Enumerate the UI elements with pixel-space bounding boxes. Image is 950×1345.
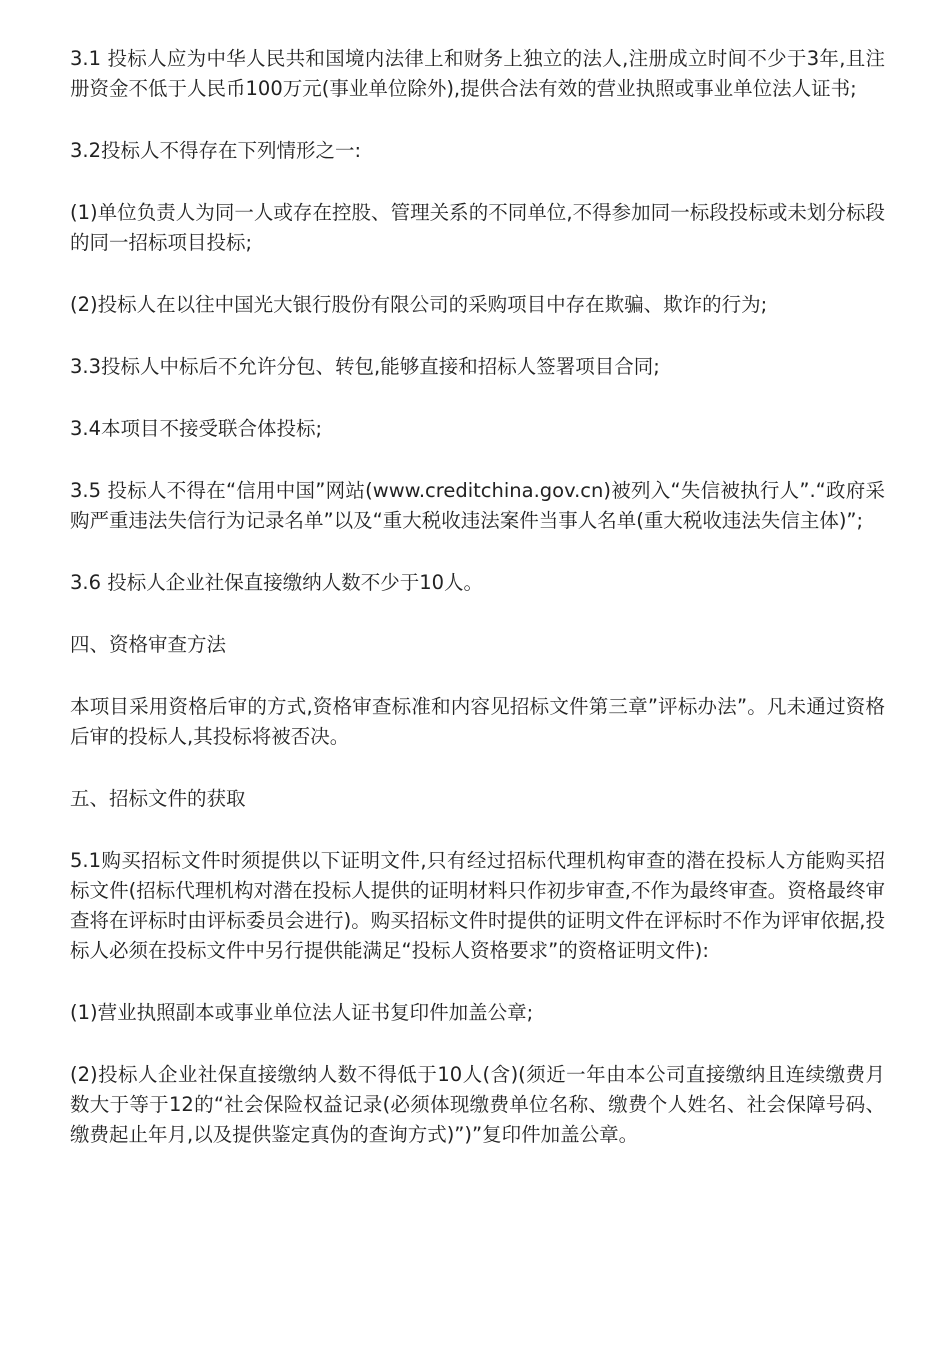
paragraph-5-1: 5.1购买招标文件时须提供以下证明文件,只有经过招标代理机构审查的潜在投标人方能购买招标文件(招标代理机构对潜在投标人提供的证明材料只作初步审查,不作为最终审查。资格最终审查将在评标时由评标委员会进行)。购买招标文件时提供的证明文件在评标时不作为评审依据,投标人必须在投标文件中另行提供能满足“投标人资格要求”的资格证明文件): [70,849,885,962]
paragraph-3-4: 3.4本项目不接受联合体投标; [70,417,323,440]
paragraph-3-1: 3.1 投标人应为中华人民共和国境内法律上和财务上独立的法人,注册成立时间不少于3年,且注册资金不低于人民币100万元(事业单位除外),提供合法有效的营业执照或事业单位法人证书; [70,47,885,100]
paragraph-3-2-item-1: (1)单位负责人为同一人或存在控股、管理关系的不同单位,不得参加同一标段投标或未划分标段的同一招标项目投标; [70,201,885,254]
paragraph-5-1-item-1: (1)营业执照副本或事业单位法人证书复印件加盖公章; [70,1001,534,1024]
paragraph-5-1-item-2: (2)投标人企业社保直接缴纳人数不得低于10人(含)(须近一年由本公司直接缴纳且连续缴费月数大于等于12的“社会保险权益记录(必须体现缴费单位名称、缴费个人姓名、社会保障号码、缴费起止年月,以及提供鉴定真伪的查询方式)”)”复印件加盖公章。 [70,1063,885,1146]
paragraph-3-2-item-2: (2)投标人在以往中国光大银行股份有限公司的采购项目中存在欺骗、欺诈的行为; [70,293,768,316]
paragraph-3-3: 3.3投标人中标后不允许分包、转包,能够直接和招标人签署项目合同; [70,355,660,378]
paragraph-3-6: 3.6 投标人企业社保直接缴纳人数不少于10人。 [70,571,484,594]
paragraph-3-2: 3.2投标人不得存在下列情形之一: [70,139,362,162]
paragraph-section-4: 本项目采用资格后审的方式,资格审查标准和内容见招标文件第三章”评标办法”。凡未通过资格后审的投标人,其投标将被否决。 [70,695,885,748]
section-heading-5: 五、招标文件的获取 [70,787,246,810]
document-body [70,44,885,1182]
paragraph-3-5: 3.5 投标人不得在“信用中国”网站(www.creditchina.gov.cn)被列入“失信被执行人”.“政府采购严重违法失信行为记录名单”以及“重大税收违法案件当事人名单(重大税收违法失信主体)”; [70,479,885,532]
section-heading-4: 四、资格审查方法 [70,633,227,656]
